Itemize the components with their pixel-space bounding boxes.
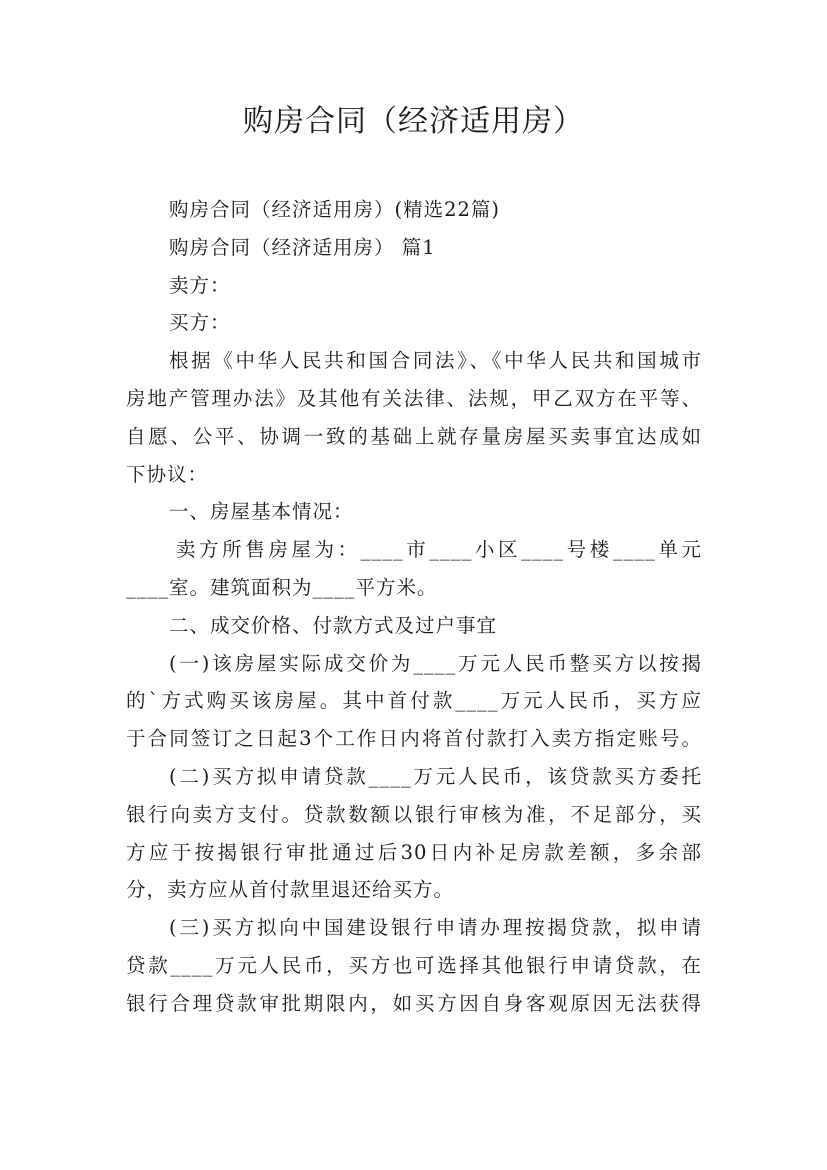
section-heading: 购房合同（经济适用房） 篇1 (169, 235, 436, 259)
paragraph-line: 自愿、公平、协调一致的基础上就存量房屋买卖事宜达成如 (126, 424, 702, 448)
seller-label: 卖方： (169, 273, 231, 297)
buyer-label: 买方： (169, 311, 231, 335)
paragraph-line: 下协议： (126, 462, 209, 486)
paragraph-line: (二)买方拟申请贷款____万元人民币，该贷款买方委托 (169, 764, 702, 788)
paragraph-line: 方应于按揭银行审批通过后30日内补足房款差额，多余部 (126, 840, 702, 864)
paragraph-line: 根据《中华人民共和国合同法》、《中华人民共和国城市 (169, 349, 702, 373)
paragraph-line: 卖方所售房屋为：____市____小区____号楼____单元 (176, 538, 702, 562)
paragraph-line: 贷款____万元人民币，买方也可选择其他银行申请贷款，在 (126, 953, 702, 977)
paragraph-line: 于合同签订之日起3个工作日内将首付款打入卖方指定账号。 (126, 727, 702, 751)
document-title: 购房合同（经济适用房） (243, 104, 584, 139)
clause-heading: 二、成交价格、付款方式及过户事宜 (169, 613, 498, 637)
paragraph-line: 银行向卖方支付。贷款数额以银行审核为准，不足部分，买 (126, 802, 702, 826)
clause-heading: 一、房屋基本情况： (169, 500, 354, 524)
paragraph-line: 银行合理贷款审批期限内，如买方因自身客观原因无法获得 (126, 991, 702, 1015)
paragraph-line: 房地产管理办法》及其他有关法律、法规，甲乙双方在平等、 (126, 386, 702, 410)
paragraph-line: (三)买方拟向中国建设银行申请办理按揭贷款，拟申请 (169, 916, 702, 940)
paragraph-line: ____室。建筑面积为____平方米。 (126, 575, 438, 599)
paragraph-line: 分，卖方应从首付款里退还给买方。 (126, 878, 455, 902)
subtitle-line: 购房合同（经济适用房）(精选22篇) (169, 198, 501, 221)
document-body (126, 191, 702, 1023)
paragraph-line: (一)该房屋实际成交价为____万元人民币整买方以按揭 (169, 651, 702, 675)
paragraph-line: 的`方式购买该房屋。其中首付款____万元人民币，买方应 (126, 689, 702, 713)
